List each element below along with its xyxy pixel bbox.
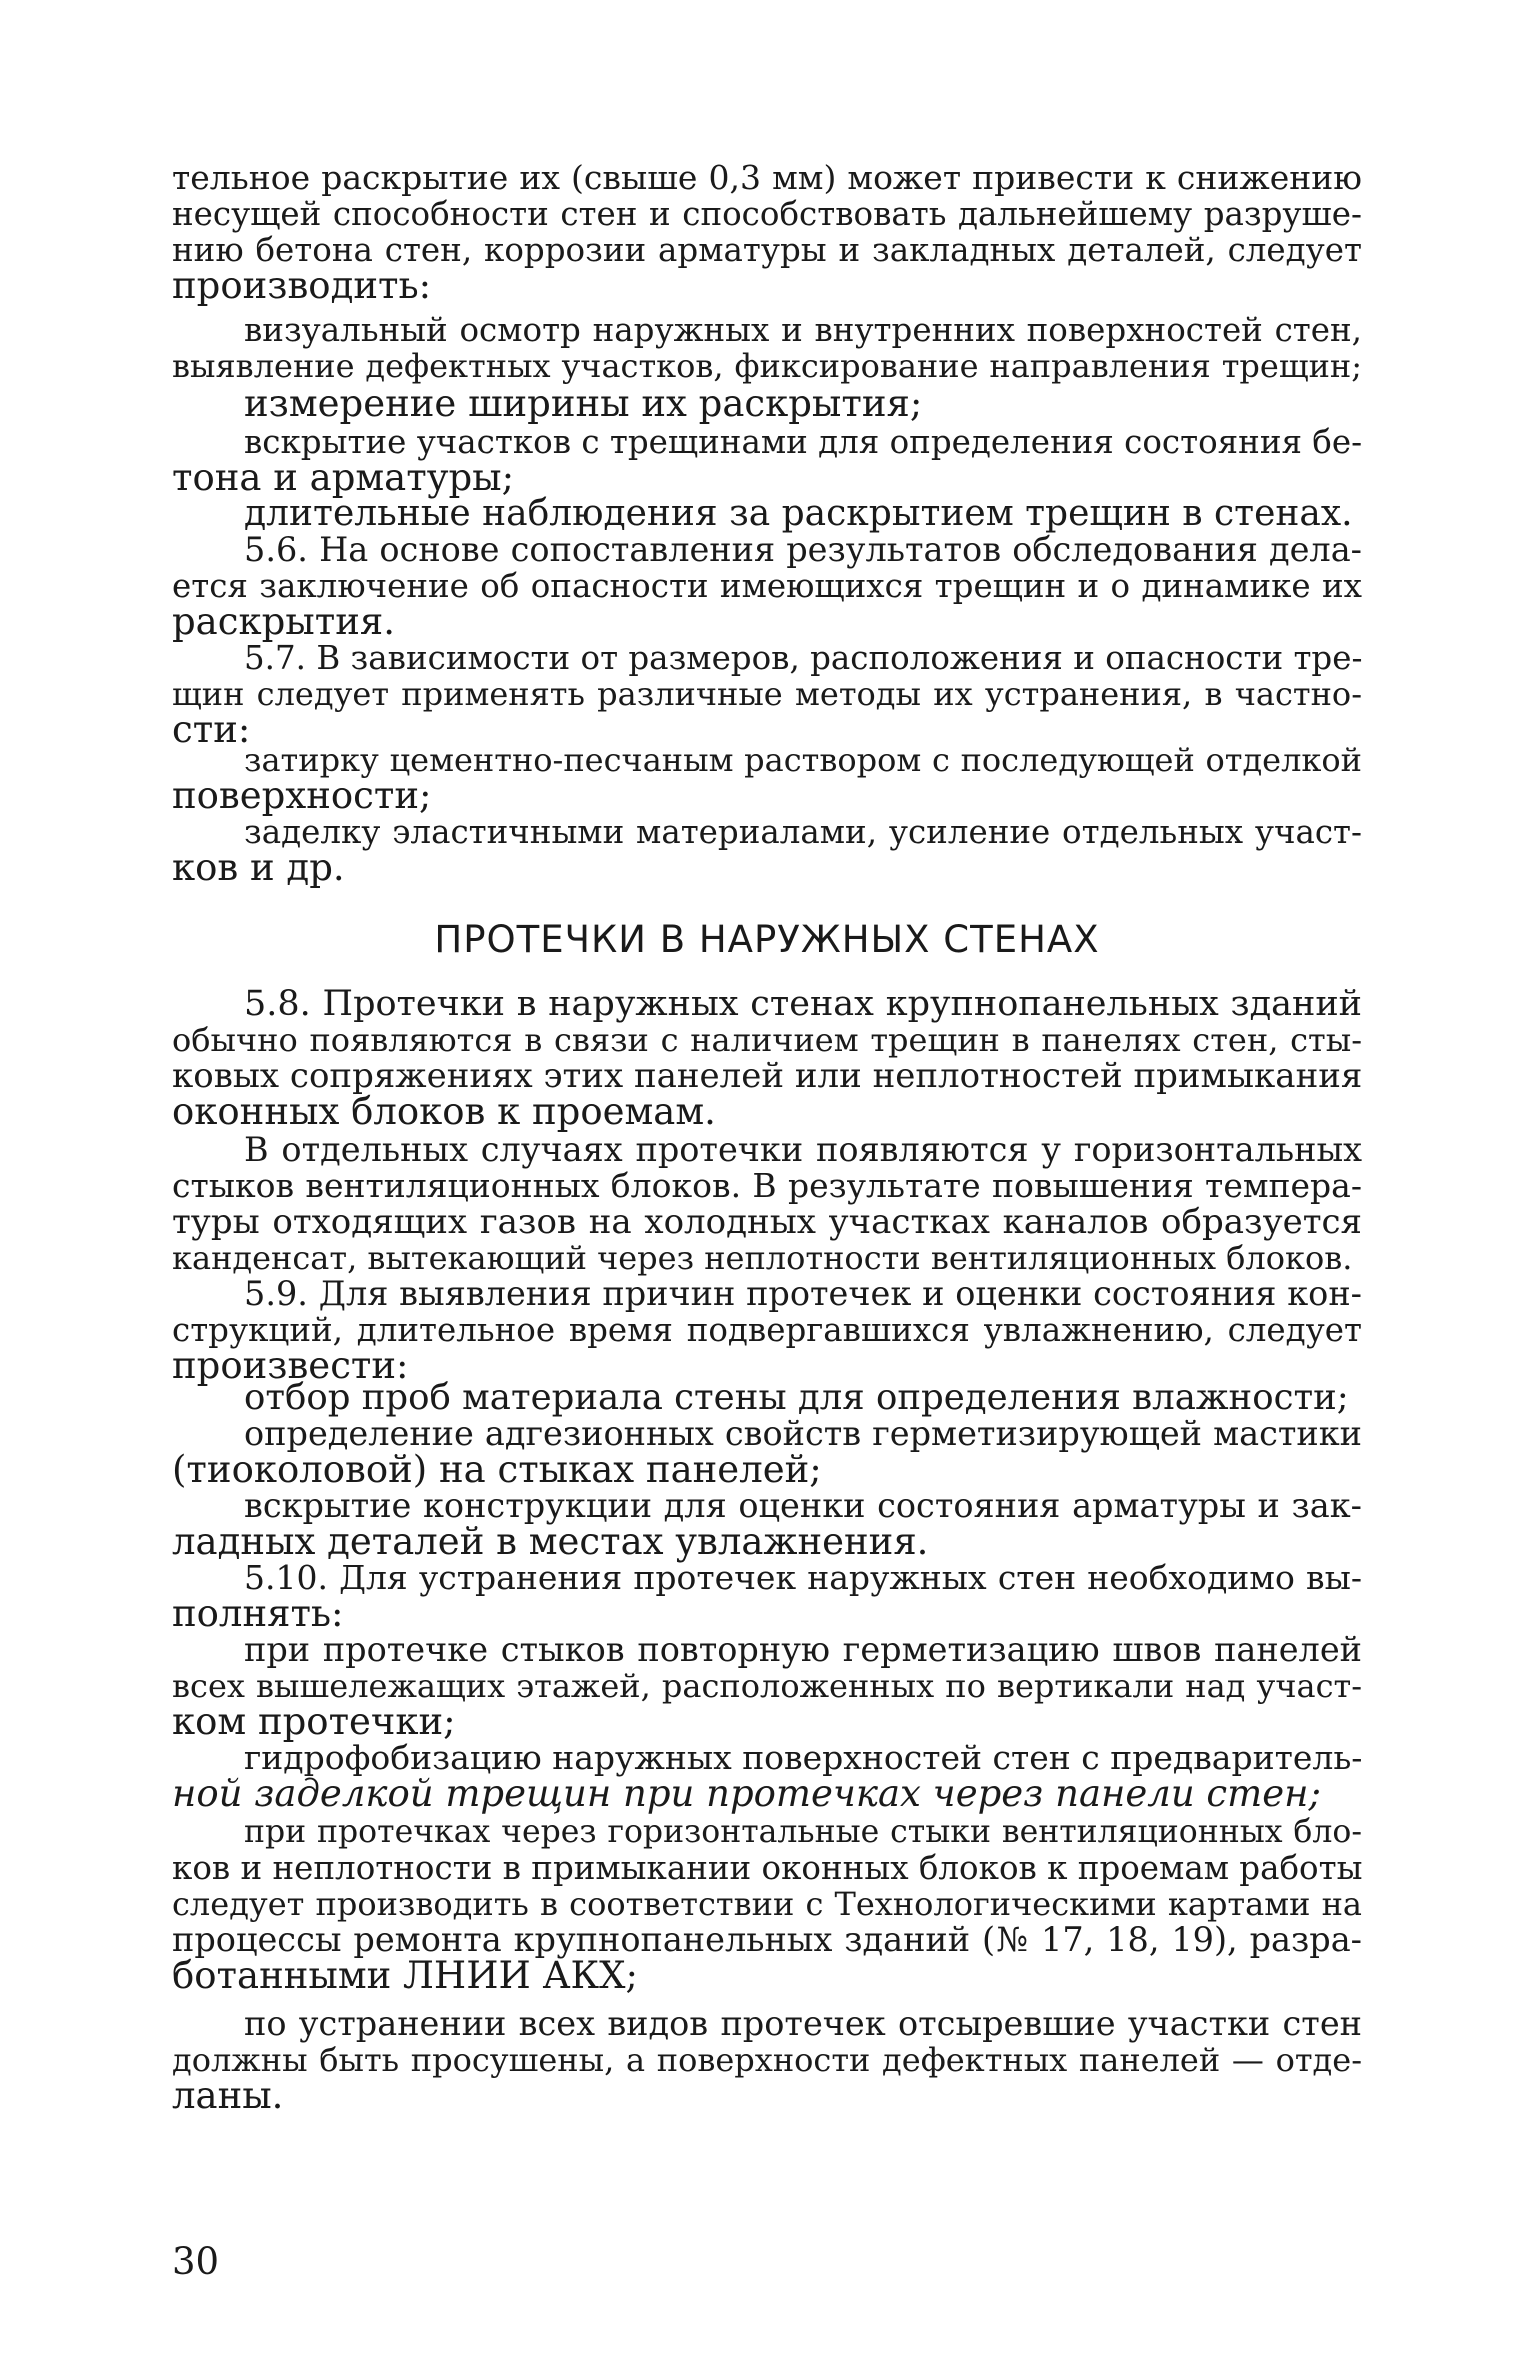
text-line: стыков вентиляционных блоков. В результате повышения темпера- xyxy=(172,1166,1362,1205)
list-item xyxy=(172,493,1362,534)
text-line: заделку эластичными материалами, усиление отдельных участ- xyxy=(244,813,1362,851)
text-line: затирку цементно-песчаным раствором с последующей отделкой xyxy=(244,741,1362,779)
text-line: щин следует применять различные методы их устранения, в частно- xyxy=(172,675,1362,713)
list-item xyxy=(172,1377,1362,1418)
text-line: ботанными ЛНИИ АКХ; xyxy=(172,1954,638,1997)
text-line: длительные наблюдения за раскрытием трещин в стенах. xyxy=(244,493,1353,534)
text-line: определение адгезионных свойств герметизирующей мастики xyxy=(244,1414,1362,1453)
text-line: 5.6. На основе сопоставления результатов обследования дела- xyxy=(244,530,1362,569)
text-line: ков и неплотности в примыкании оконных блоков к проемам работы xyxy=(172,1849,1363,1887)
text-line: (тиоколовой) на стыках панелей; xyxy=(172,1448,822,1491)
text-line: визуальный осмотр наружных и внутренних поверхностей стен, xyxy=(244,311,1362,349)
list-item xyxy=(172,1486,1362,1563)
list-item xyxy=(172,423,1363,499)
text-line: обычно появляются в связи с наличием трещин в панелях стен, сты- xyxy=(172,1021,1362,1059)
text-line: вскрытие участков с трещинами для определения состояния бе- xyxy=(244,423,1363,461)
paragraph-intro xyxy=(172,158,1362,307)
text-line: вскрытие конструкции для оценки состояния арматуры и зак- xyxy=(244,1486,1362,1525)
text-line: ланы. xyxy=(172,2074,284,2117)
text-line: гидрофобизацию наружных поверхностей стен с предваритель- xyxy=(244,1738,1363,1777)
paragraph-5-8 xyxy=(172,984,1363,1133)
list-item xyxy=(172,741,1362,817)
text-line: производить: xyxy=(172,264,432,307)
text-line: нию бетона стен, коррозии арматуры и закладных деталей, следует xyxy=(172,231,1362,269)
text-line: измерение ширины их раскрытия; xyxy=(244,382,923,425)
section-heading: ПРОТЕЧКИ В НАРУЖНЫХ СТЕНАХ xyxy=(434,918,1100,961)
text-line: ков и др. xyxy=(172,846,345,889)
text-line: по устранении всех видов протечек отсыревшие участки стен xyxy=(244,2004,1362,2043)
text-line: оконных блоков к проемам. xyxy=(172,1090,716,1133)
text-line: полнять: xyxy=(172,1592,344,1635)
list-item xyxy=(172,1814,1363,1997)
text-line: 5.7. В зависимости от размеров, расположения и опасности тре- xyxy=(244,639,1363,677)
text-line: струкций, длительное время подвергавшихся увлажнению, следует xyxy=(172,1311,1362,1349)
text-line: 5.9. Для выявления причин протечек и оценки состояния кон- xyxy=(244,1274,1362,1313)
paragraph xyxy=(172,1132,1362,1276)
text-line: отбор проб материала стены для определения влажности; xyxy=(244,1377,1349,1418)
list-item xyxy=(172,382,1362,425)
paragraph-5-9 xyxy=(172,1274,1362,1387)
text-line: процессы ремонта крупнопанельных зданий (№ 17, 18, 19), разра- xyxy=(172,1920,1362,1959)
text-line: туры отходящих газов на холодных участках каналов образуется xyxy=(172,1202,1362,1242)
page-number: 30 xyxy=(172,2240,220,2283)
paragraph-5-7 xyxy=(172,639,1363,751)
text-line: ком протечки; xyxy=(172,1700,456,1743)
list-item xyxy=(172,1630,1362,1743)
text-line: при протечках через горизонтальные стыки вентиляционных бло- xyxy=(244,1814,1362,1850)
list-item xyxy=(172,312,1362,384)
list-item xyxy=(172,2004,1362,2117)
text-line: ковых сопряжениях этих панелей или неплотностей примыкания xyxy=(172,1056,1363,1096)
text-line: тельное раскрытие их (свыше 0,3 мм) может привести к снижению xyxy=(172,158,1362,197)
text-line: ной заделкой трещин при протечках через панели стен; xyxy=(172,1772,1321,1815)
text-line: тона и арматуры; xyxy=(172,456,515,499)
text-line: должны быть просушены, а поверхности дефектных панелей — отде- xyxy=(172,2041,1362,2079)
list-item xyxy=(172,1738,1363,1815)
text-line: сти: xyxy=(172,708,251,751)
text-line: 5.8. Протечки в наружных стенах крупнопанельных зданий xyxy=(244,984,1362,1024)
text-line: несущей способности стен и способствовать дальнейшему разруше- xyxy=(172,195,1362,233)
text-line: выявление дефектных участков, фиксирование направления трещин; xyxy=(172,347,1362,385)
text-line: следует производить в соответствии с Технологическими картами на xyxy=(172,1885,1362,1923)
list-item xyxy=(172,813,1362,889)
text-line: ладных деталей в местах увлажнения. xyxy=(172,1520,929,1563)
text-line: произвести: xyxy=(172,1344,409,1387)
text-line: 5.10. Для устранения протечек наружных стен необходимо вы- xyxy=(244,1558,1362,1597)
text-line: ется заключение об опасности имеющихся трещин и о динамике их xyxy=(172,567,1362,605)
paragraph-5-10 xyxy=(172,1558,1362,1635)
text-line: канденсат, вытекающий через неплотности вентиляционных блоков. xyxy=(172,1239,1353,1277)
text-line: всех вышележащих этажей, расположенных по вертикали над участ- xyxy=(172,1667,1362,1705)
text-line: В отдельных случаях протечки появляются у горизонтальных xyxy=(244,1130,1362,1169)
list-item xyxy=(172,1414,1362,1491)
text-line: при протечке стыков повторную герметизацию швов панелей xyxy=(244,1630,1362,1669)
text-line: поверхности; xyxy=(172,774,432,817)
paragraph-5-6 xyxy=(172,530,1362,643)
text-line: раскрытия. xyxy=(172,600,395,643)
